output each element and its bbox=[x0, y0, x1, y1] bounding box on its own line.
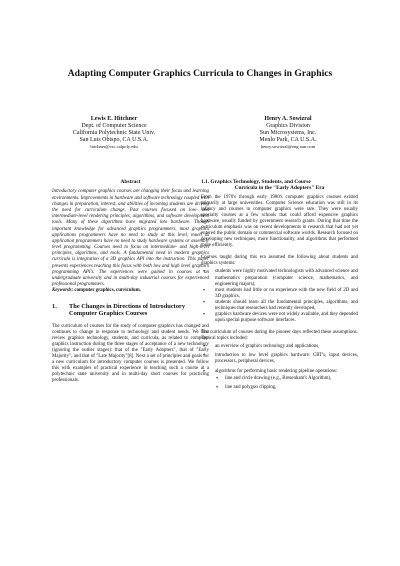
author-location: San Luis Obispo, CA U.S.A. bbox=[79, 136, 149, 143]
list-item: • students should learn all the fundamental principles, algorithms, and techniques that researchers had recently developed, bbox=[201, 300, 358, 312]
author-name: Lewis E. Hitchner bbox=[90, 116, 138, 122]
section-1-heading bbox=[52, 303, 209, 318]
list-item: • introduction to low level graphics hardware: CRT's, input devices, processors, peripheral devices, bbox=[201, 353, 358, 365]
left-column bbox=[52, 179, 209, 385]
author-email: henry.sowizral@eng.sun.com bbox=[260, 143, 316, 149]
sub-list-item: • line and polygon clipping, bbox=[215, 385, 358, 391]
author-email: hitchner@csc.calpoly.edu bbox=[90, 143, 138, 149]
list-item: • graphics hardware devices were not widely available, and they depended upon special purpose software interfaces. bbox=[201, 312, 358, 324]
author-affiliation: Sun Microsystems, Inc. bbox=[259, 129, 317, 136]
right-column bbox=[201, 179, 358, 394]
topics-list bbox=[201, 344, 358, 390]
list-item: • most students had little or no experience with the new field of 2D and 3D graphics, bbox=[201, 288, 358, 300]
author-block-1 bbox=[46, 116, 182, 151]
keywords-label: Keywords: bbox=[52, 288, 74, 294]
subsection-title-line-1: 1.1. Graphics Technology, Students, and Course bbox=[201, 179, 311, 185]
list-item-text: algorithms for performing basic rendering pipeline operations: bbox=[215, 368, 338, 374]
section-number: 1. bbox=[52, 302, 57, 310]
section-1-1-heading bbox=[201, 179, 358, 192]
abstract-paragraph: Introductory computer graphics courses are changing their focus and learning environments. Improvements in hardware and software technology coupled with changes in preparation, interest, and abilities of incoming students are driving the need for curriculum change. Past courses focused on low- and intermediate-level rendering principles, algorithms, and software development tools. Many of these algorithms have migrated into hardware. Though important knowledge for advanced graphics programmers, most graphics applications programmers have no need to study at this level, much as application programmers have no need to study hardware systems or assembly level programming. Courses need to focus on intermediate- and high-level principles, algorithms, and tools. A fundamental need in modern graphics curricula is integration of a 3D graphics API into the instruction. This paper presents experiences teaching this focus with both low and high level graphics programming API's. The experiences were gained in courses at an undergraduate university and in multi-day industrial courses for experienced professional programmers. bbox=[52, 189, 209, 288]
paper-title: Adapting Computer Graphics Curricula to Changes in Graphics bbox=[67, 68, 333, 79]
author-location: Menlo Park, CA U.S.A. bbox=[259, 136, 317, 143]
author-affiliation: Dept. of Computer Science bbox=[81, 122, 147, 129]
abstract-heading: Abstract bbox=[120, 179, 141, 185]
keywords-text: computer graphics, curriculum. bbox=[73, 288, 141, 294]
list-item bbox=[201, 369, 358, 391]
paragraph: Courses taught during this era assumed the following about students and graphics systems: bbox=[201, 255, 358, 267]
subtopics-list bbox=[215, 376, 358, 391]
sub-list-item: • line and circle drawing (e.g., Bresenham's Algorithm), bbox=[215, 376, 358, 382]
subsection-title-line-2: Curricula in the "Early Adopters" Era bbox=[234, 185, 325, 192]
paragraph: From the 1970's through early 1980's computer graphics courses existed primarily at large universities. Computer Science education was still in its infancy and courses in computer graphics were rare. They were usually specialty courses at a few schools that could afford expensive graphics hardware, usually funded by government research grants. During that time the curriculum emphasis was on recent developments in research that had not yet entered the public domain or commercial software worlds. Research focused on developing new techniques, more functionality, and algorithms that performed more efficiently. bbox=[201, 194, 358, 249]
author-affiliation: California Polytechnic State Univ. bbox=[72, 129, 156, 136]
author-name: Henry A. Sowizral bbox=[264, 116, 312, 122]
paragraph: The curriculum of courses during the pioneer days reflected these assumptions. Typical topics included: bbox=[201, 330, 358, 342]
author-affiliation: Graphics Division bbox=[266, 122, 310, 129]
list-item: • an overview of graphics technology and applications, bbox=[201, 344, 358, 350]
section-1-paragraph: The curriculum of courses for the study of computer graphics has changed and continues to change in response to technology and student needs. We first review graphics technology, students, and curricula, as related to computer graphics instruction during the three stages of acceptance of a new technology (ignoring the outlier stages): that of the "Early Adopters", that of "Early Majority", and that of "Late Majority"[8]. Next a set of principles and goals for a new curriculum for introductory computer courses is presented. We follow this with examples of practical experience in teaching such a course at a polytechnic state university and in multi-day short courses for practicing professionals. bbox=[52, 323, 209, 384]
abstract-text bbox=[52, 189, 209, 294]
assumptions-list bbox=[201, 269, 358, 324]
section-title: The Changes in Directions of Introductory Computer Graphics Courses bbox=[69, 302, 186, 318]
author-block-2 bbox=[220, 116, 356, 151]
list-item: • students were highly motivated technologists with advanced science and mathematics preparation (computer science, mathematics, and engineering majors), bbox=[201, 269, 358, 287]
